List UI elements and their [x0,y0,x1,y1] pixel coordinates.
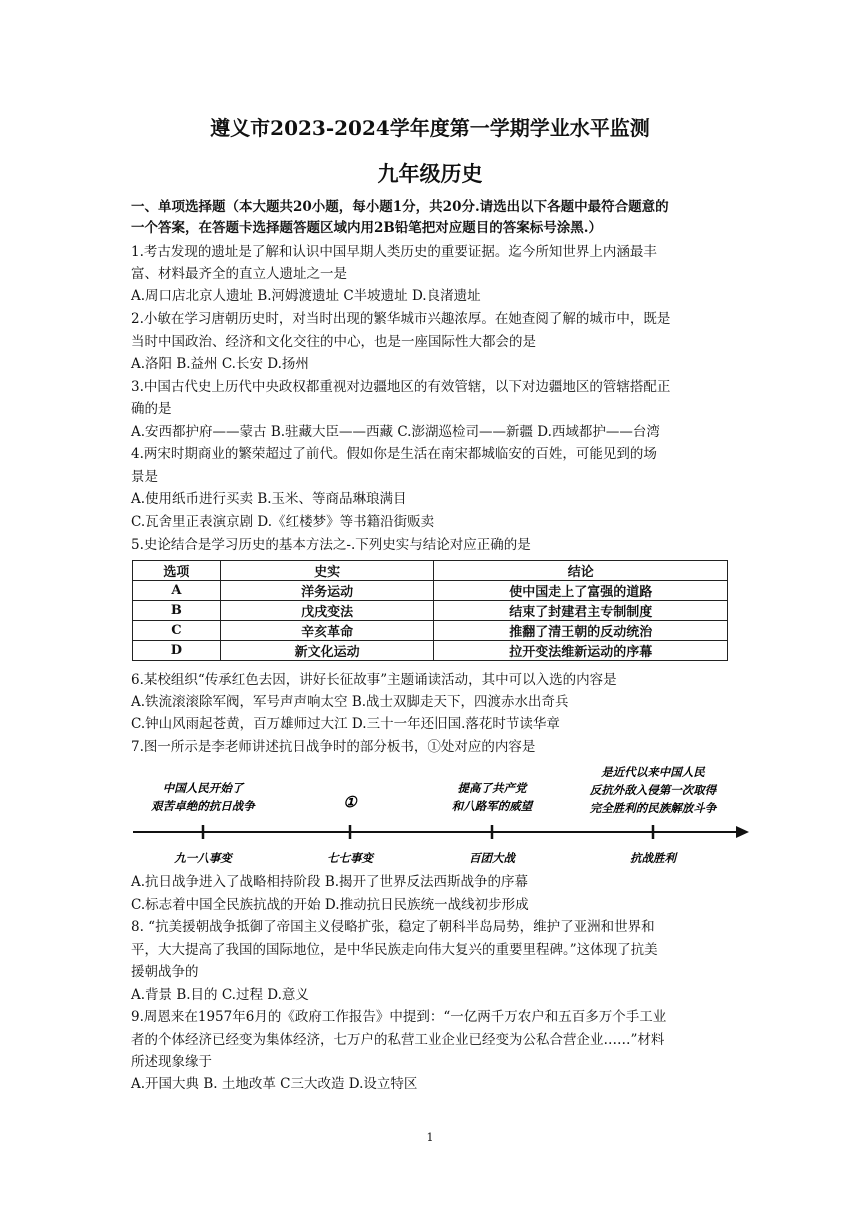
section-heading-line-2: 一个答案，在答题卡选择题答题区域内用2B铅笔把对应题目的答案标号涂黑.） [131,220,603,236]
q3-stem-line-2: 确的是 [131,401,172,417]
q9-options: A.开国大典 B. 土地改革 C三大改造 D.设立特区 [131,1076,418,1092]
table-cell: 戊戌变法 [220,601,434,621]
q3-options: A.安西都护府——蒙古 B.驻藏大臣——西藏 C.澎湖巡检司——新疆 D.西域都护——台湾 [131,424,660,440]
q9-stem-line-2: 者的个体经济已经变为集体经济，七万户的私营工业企业已经变为公私合营企业……”材料 [131,1032,665,1048]
q1-stem-line-1: 1.考古发现的遗址是了解和认识中国早期人类历史的重要证据。迄今所知世界上内涵最丰 [131,244,657,260]
timeline-bottom-label: 抗战胜利 [630,851,676,865]
timeline-bottom-label: 七七事变 [327,851,373,865]
table-header-cell: 结论 [434,561,728,581]
table-row [133,581,728,601]
table-row [133,641,728,661]
q4-stem-line-2: 景是 [131,469,158,485]
timeline-blank-marker: ① [343,793,357,811]
timeline-top-label: 中国人民开始了 [162,781,244,795]
q1-stem-line-2: 富、材料最齐全的直立人遗址之一是 [131,266,347,282]
q2-options: A.洛阳 B.益州 C.长安 D.扬州 [131,356,309,372]
table-cell: 新文化运动 [220,641,434,661]
table-header-cell: 选项 [133,561,221,581]
timeline-bottom-label: 百团大战 [469,851,515,865]
table-row [133,601,728,621]
q7-timeline-figure [131,762,751,872]
table-header-row [133,561,728,581]
q9-stem-line-1: 9.周恩来在1957年6月的《政府工作报告》中提到：“一亿两千万农户和五百多万个手工业 [131,1009,667,1025]
q4-stem-line-1: 4.两宋时期商业的繁荣超过了前代。假如你是生活在南宋都城临安的百姓，可能见到的场 [131,446,657,462]
q9-stem-line-3: 所述现象缘于 [131,1054,212,1070]
timeline-axis [133,826,749,838]
q7-stem: 7.图一所示是李老师讲述抗日战争时的部分板书，①处对应的内容是 [131,739,536,755]
table-header-cell: 史实 [220,561,434,581]
q8-stem-line-1: 8. “抗美援朝战争抵御了帝国主义侵略扩张，稳定了朝科半岛局势，维护了亚洲和世界和 [131,919,655,935]
table-cell: 使中国走上了富强的道路 [434,581,728,601]
exam-subtitle: 九年级历史 [377,161,483,186]
q1-options: A.周口店北京人遗址 B.河姆渡遗址 C半坡遗址 D.良渚遗址 [131,288,481,304]
timeline-top-label: 和八路军的威望 [451,799,533,813]
table-cell: 结束了封建君主专制制度 [434,601,728,621]
q2-stem-line-1: 2.小敏在学习唐朝历史时，对当时出现的繁华城市兴趣浓厚。在她查阅了解的城市中，既是 [131,311,671,327]
table-cell: 拉开变法维新运动的序幕 [434,641,728,661]
q8-options: A.背景 B.目的 C.过程 D.意义 [131,987,309,1003]
timeline-top-label: 完全胜利的民族解放斗争 [589,801,717,815]
table-cell: A [133,581,221,601]
timeline-top-label: 反抗外敌入侵第一次取得 [589,783,717,797]
timeline-top-label: 提高了共产党 [457,781,527,795]
q7-options-line-1: A.抗日战争进入了战略相持阶段 B.揭开了世界反法西斯战争的序幕 [131,874,529,890]
section-heading-line-1: 一、单项选择题（本大题共20小题，每小题1分，共20分.请选出以下各题中最符合题意的 [131,199,669,215]
table-row [133,621,728,641]
q7-options-line-2: C.标志着中国全民族抗战的开始 D.推动抗日民族统一战线初步形成 [131,897,529,913]
table-cell: B [133,601,221,621]
q4-options-line-1: A.使用纸币进行买卖 B.玉米、等商品琳琅满目 [131,491,407,507]
exam-title: 遵义市2023-2024学年度第一学期学业水平监测 [210,116,650,140]
timeline-bottom-label: 九一八事变 [174,851,232,865]
table-cell: C [133,621,221,641]
table-cell: D [133,641,221,661]
table-cell: 推翻了清王朝的反动统治 [434,621,728,641]
q6-stem: 6.某校组织“传承红色去因，讲好长征故事”主题诵读活动，其中可以入选的内容是 [131,672,617,688]
page-number: 1 [426,1131,434,1144]
q6-options-line-2: C.钟山风雨起苍黄，百万雄师过大江 D.三十一年还旧国.落花时节读华章 [131,716,560,732]
q8-stem-line-2: 平，大大提高了我国的国际地位，是中华民族走向伟大复兴的重要里程碑。”这体现了抗美 [131,942,658,958]
timeline-top-label: 艰苦卓绝的抗日战争 [151,799,255,813]
timeline-top-label: 是近代以来中国人民 [601,765,705,779]
q5-table [132,560,728,661]
table-cell: 辛亥革命 [220,621,434,641]
q6-options-line-1: A.铁流滚滚除军阀，军号声声响太空 B.战士双脚走天下，四渡赤水出奇兵 [131,694,569,710]
q8-stem-line-3: 援朝战争的 [131,964,199,980]
table-cell: 洋务运动 [220,581,434,601]
q2-stem-line-2: 当时中国政治、经济和文化交往的中心，也是一座国际性大都会的是 [131,334,536,350]
q5-stem: 5.史论结合是学习历史的基本方法之-.下列史实与结论对应正确的是 [131,537,531,553]
q4-options-line-2: C.瓦舍里正表演京剧 D.《红楼梦》等书籍沿街贩卖 [131,514,435,530]
q3-stem-line-1: 3.中国古代史上历代中央政权都重视对边疆地区的有效管辖，以下对边疆地区的管辖搭配正 [131,379,671,395]
